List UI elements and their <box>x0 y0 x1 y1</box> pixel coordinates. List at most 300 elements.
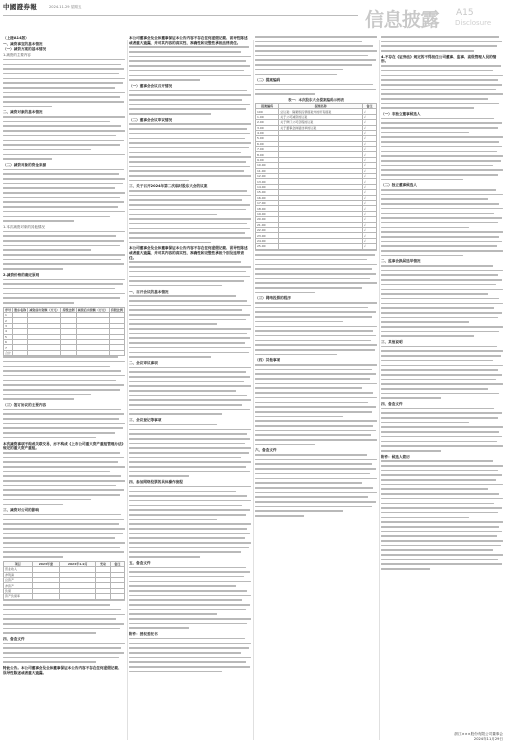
text-line <box>3 409 121 411</box>
issue-date: 2024.11.29 星期五 <box>49 5 82 9</box>
text-line <box>129 309 242 311</box>
text-line <box>381 160 501 162</box>
text-line <box>381 397 441 399</box>
text-line <box>3 101 124 103</box>
text-line <box>255 273 376 275</box>
text-line <box>381 360 493 362</box>
text-line <box>255 406 376 408</box>
text-line <box>129 491 236 493</box>
body-text <box>129 90 251 115</box>
text-line <box>129 337 250 339</box>
text-line <box>255 278 370 280</box>
text-line <box>255 316 372 318</box>
table-caption: 表一：本次股东大会提案编码示例表 <box>288 97 344 102</box>
text-line <box>255 64 372 66</box>
text-line <box>129 576 244 578</box>
section-heading: 二、会议审议事项 <box>129 360 158 365</box>
table-cell: √ <box>363 168 377 173</box>
text-line <box>381 203 499 205</box>
table-header-cell: 2024年1-9月 <box>60 561 96 566</box>
text-line <box>381 189 496 191</box>
text-line <box>255 250 377 252</box>
text-line <box>3 427 123 429</box>
table-cell: 关于董事会换届选举的议案 <box>279 125 363 130</box>
table-cell: 3.00 <box>256 125 279 130</box>
text-line <box>255 344 377 346</box>
emphasis-paragraph: 特此公告。本公司董事会及全体董事保证本公告内容不存在任何虚假记载、误导性陈述或者重大遗漏。 <box>3 666 122 675</box>
text-line <box>381 70 493 72</box>
table-cell <box>96 594 110 599</box>
text-line <box>3 235 116 237</box>
text-line <box>129 609 246 611</box>
text-line <box>129 276 250 278</box>
text-line <box>381 231 503 233</box>
text-line <box>381 335 474 337</box>
text-line <box>255 515 304 517</box>
column-divider <box>253 40 254 740</box>
text-line <box>3 556 63 558</box>
text-line <box>129 138 245 140</box>
text-line <box>129 666 250 668</box>
text-line <box>3 78 125 80</box>
signature-company: 浙江×××股份有限公司董事会 <box>454 732 503 736</box>
text-line <box>129 595 251 597</box>
text-line <box>381 36 499 38</box>
text-line <box>129 70 244 72</box>
text-line <box>3 173 119 175</box>
table-cell: √ <box>363 200 377 205</box>
table-cell: 16.00 <box>256 195 279 200</box>
text-line <box>129 228 250 230</box>
text-line <box>129 613 217 615</box>
text-line <box>3 283 123 285</box>
text-line <box>129 295 236 297</box>
text-line <box>129 156 251 158</box>
text-line <box>129 94 251 96</box>
text-line <box>381 417 498 419</box>
text-line <box>129 647 249 649</box>
table-cell: √ <box>363 179 377 184</box>
text-line <box>255 354 337 356</box>
text-line <box>381 517 469 519</box>
text-line <box>129 356 211 358</box>
text-line <box>3 68 124 70</box>
text-line <box>255 45 373 47</box>
text-line <box>255 416 343 418</box>
text-line <box>129 204 250 206</box>
text-line <box>381 208 503 210</box>
table-cell: 14.00 <box>256 184 279 189</box>
text-line <box>129 671 222 673</box>
body-text <box>381 36 503 52</box>
body-text <box>3 356 125 400</box>
text-line <box>3 604 110 606</box>
table-cell: 17.00 <box>256 200 279 205</box>
text-line <box>129 367 251 369</box>
section-heading: 四、参加网络投票的具体操作流程 <box>129 480 183 485</box>
text-line <box>3 499 91 501</box>
table-header-cell: 2023年度 <box>32 561 60 566</box>
text-line <box>381 321 469 323</box>
text-line <box>381 179 463 181</box>
text-line <box>129 424 217 426</box>
text-line <box>3 418 119 420</box>
text-line <box>381 365 503 367</box>
text-line <box>129 237 251 239</box>
text-line <box>381 255 463 257</box>
table-cell: √ <box>363 217 377 222</box>
text-line <box>3 528 125 530</box>
text-line <box>129 542 251 544</box>
text-line <box>3 216 110 218</box>
text-line <box>129 56 251 58</box>
text-line <box>255 478 377 480</box>
text-line <box>255 84 373 86</box>
text-line <box>255 93 315 95</box>
text-line <box>129 643 251 645</box>
table-cell <box>60 594 96 599</box>
text-line <box>129 556 200 558</box>
text-line <box>129 75 251 77</box>
text-line <box>129 280 244 282</box>
text-line <box>129 180 189 182</box>
text-line <box>381 554 503 556</box>
table-header-cell: 减资后出资额（万元） <box>77 307 108 312</box>
text-line <box>255 264 377 266</box>
text-line <box>129 429 251 431</box>
table-header-cell: 提案名称 <box>279 103 363 108</box>
text-line <box>129 261 241 263</box>
text-line <box>129 385 251 387</box>
text-line <box>3 494 120 496</box>
section-heading: 三、其他说明 <box>381 340 403 345</box>
text-line <box>255 268 372 270</box>
text-line <box>3 206 118 208</box>
table-cell: 19.00 <box>256 211 279 216</box>
body-text <box>3 169 125 222</box>
table-header-cell: 备注 <box>110 561 124 566</box>
text-line <box>129 438 250 440</box>
table-row <box>4 594 125 599</box>
text-line <box>3 130 125 132</box>
text-line <box>3 632 96 634</box>
text-line <box>3 537 115 539</box>
table-cell: 13.00 <box>256 179 279 184</box>
text-line <box>381 213 494 215</box>
table-cell: 15.00 <box>256 190 279 195</box>
text-line <box>129 567 246 569</box>
table-cell <box>28 350 61 355</box>
text-line <box>3 82 123 84</box>
text-line <box>3 457 124 459</box>
table-cell: √ <box>363 238 377 243</box>
text-line <box>255 373 376 375</box>
text-line <box>381 540 503 542</box>
text-line <box>381 436 502 438</box>
body-text <box>381 408 503 452</box>
text-line <box>129 352 249 354</box>
table-cell: √ <box>363 190 377 195</box>
text-line <box>381 484 503 486</box>
col1-body-a <box>3 36 125 304</box>
text-line <box>255 50 377 52</box>
text-line <box>129 371 246 373</box>
proposal-code-table <box>255 103 377 250</box>
text-line <box>3 523 119 525</box>
text-line <box>129 223 247 225</box>
table-cell: √ <box>363 163 377 168</box>
table-header-row <box>4 307 125 312</box>
text-line <box>3 293 125 295</box>
text-line <box>381 493 499 495</box>
column-4 <box>381 36 503 740</box>
text-line <box>129 60 246 62</box>
table-cell <box>109 350 124 355</box>
table-cell: √ <box>363 222 377 227</box>
text-line <box>129 457 241 459</box>
section-heading: 一、减资事宜的基本情况 <box>3 41 43 46</box>
text-line <box>255 468 376 470</box>
text-line <box>255 444 315 446</box>
section-heading: 三、关于召开2024年第二次临时股东大会的议案 <box>129 184 208 189</box>
table-cell: 1 <box>4 313 13 318</box>
text-line <box>129 537 245 539</box>
text-line <box>129 152 241 154</box>
section-heading: （二）减资对象的资金来源 <box>3 162 47 167</box>
text-line <box>3 452 120 454</box>
table-cell: 资产负债率 <box>4 594 33 599</box>
text-line <box>3 149 91 151</box>
table-cell: √ <box>363 184 377 189</box>
text-line <box>129 175 251 177</box>
text-line <box>3 609 121 611</box>
text-line <box>255 454 367 456</box>
body-text <box>255 36 377 75</box>
text-line <box>129 475 189 477</box>
text-line <box>255 307 368 309</box>
text-line <box>381 393 499 395</box>
text-line <box>381 526 499 528</box>
section-heading: 三、减资对公司的影响 <box>3 508 39 513</box>
text-line <box>381 165 493 167</box>
text-line <box>381 488 488 490</box>
text-line <box>381 422 469 424</box>
signature-block <box>381 732 503 742</box>
text-line <box>381 289 503 291</box>
table-cell: 合计 <box>5 350 12 355</box>
text-line <box>3 192 125 194</box>
col4-body <box>381 36 503 570</box>
table-header-cell: 备注 <box>363 103 377 108</box>
text-line <box>381 412 502 414</box>
table-cell: 100 <box>256 109 279 114</box>
text-line <box>381 75 503 77</box>
text-line <box>255 387 362 389</box>
text-line <box>129 108 246 110</box>
text-line <box>381 194 503 196</box>
table-cell: √ <box>363 233 377 238</box>
text-line <box>3 475 121 477</box>
table-cell: √ <box>363 152 377 157</box>
table-cell: √ <box>363 120 377 125</box>
text-line <box>3 302 74 304</box>
section-heading: （一）非独立董事候选人 <box>381 112 421 117</box>
text-line <box>129 638 245 640</box>
text-line <box>255 292 315 294</box>
text-line <box>129 79 200 81</box>
text-line <box>381 89 496 91</box>
text-line <box>381 50 474 52</box>
body-text <box>3 59 125 107</box>
text-line <box>3 394 91 396</box>
text-line <box>255 74 337 76</box>
text-line <box>129 209 246 211</box>
text-line <box>381 65 501 67</box>
text-line <box>129 528 247 530</box>
text-line <box>129 305 251 307</box>
text-line <box>255 463 372 465</box>
text-line <box>381 521 503 523</box>
section-heading: 2.减资价格的确定原则 <box>3 272 40 277</box>
text-line <box>129 218 251 220</box>
text-line <box>255 364 377 366</box>
text-line <box>255 411 372 413</box>
section-heading: （一）减资方案的基本情况 <box>3 47 47 52</box>
body-text <box>381 460 503 569</box>
body-text <box>255 302 377 355</box>
table-cell: 20.00 <box>256 217 279 222</box>
text-line <box>3 169 124 171</box>
text-line <box>3 514 121 516</box>
table-cell: 总议案：除累积投票提案外的所有提案 <box>279 109 363 114</box>
text-line <box>129 285 222 287</box>
text-line <box>381 549 493 551</box>
text-line <box>129 195 251 197</box>
body-text <box>381 265 503 337</box>
text-line <box>255 326 377 328</box>
text-line <box>129 581 251 583</box>
table-header-cell: 变动 <box>96 561 110 566</box>
emphasis-paragraph: 4.不存在《证券法》规定的不得担任公司董事、监事、高级管理人员的情形。 <box>381 54 497 64</box>
text-line <box>381 79 498 81</box>
text-line <box>3 423 125 425</box>
text-line <box>3 183 123 185</box>
text-line <box>3 380 116 382</box>
masthead: 中國證券報 <box>3 3 37 11</box>
text-line <box>381 122 502 124</box>
body-text <box>3 514 125 558</box>
text-line <box>129 147 249 149</box>
text-line <box>129 585 236 587</box>
table-cell: 9.00 <box>256 157 279 162</box>
section-heading: 四、备查文件 <box>381 402 403 407</box>
text-line <box>381 498 503 500</box>
table-header-cell: 提案编码 <box>256 103 279 108</box>
table-cell: 8.00 <box>256 152 279 157</box>
text-line <box>381 270 503 272</box>
emphasis-paragraph: 本公司董事会及全体董事保证本公告内容不存在任何虚假记载、误导性陈述或者重大遗漏，并对其内容的真实性、准确性和完整性承担法律责任。 <box>129 36 248 45</box>
table-cell: 营业收入 <box>4 567 33 572</box>
text-line <box>3 240 124 242</box>
text-line <box>3 201 124 203</box>
text-line <box>129 123 251 125</box>
text-line <box>381 274 498 276</box>
text-line <box>129 399 251 401</box>
col3-body-b <box>255 250 377 517</box>
text-line <box>129 65 250 67</box>
text-line <box>129 170 244 172</box>
table-cell <box>110 594 124 599</box>
text-line <box>3 366 110 368</box>
text-line <box>381 222 498 224</box>
text-line <box>381 331 499 333</box>
paragraph: 1.减资的主要内容 <box>3 53 31 58</box>
table-cell: 4 <box>4 329 13 334</box>
text-line <box>255 254 375 256</box>
text-line <box>255 36 377 38</box>
header-rule <box>3 15 358 16</box>
text-line <box>3 211 125 213</box>
text-line <box>129 599 242 601</box>
text-line <box>255 330 373 332</box>
column-1 <box>3 36 125 744</box>
text-line <box>3 471 110 473</box>
text-line <box>129 190 247 192</box>
text-line <box>255 473 370 475</box>
text-line <box>3 657 119 659</box>
text-line <box>129 447 251 449</box>
table-cell <box>61 350 76 355</box>
text-line <box>381 563 502 565</box>
text-line <box>381 141 499 143</box>
text-line <box>129 314 250 316</box>
table-cell: 关于修订公司章程的议案 <box>279 120 363 125</box>
text-line <box>129 466 246 468</box>
table-row <box>256 244 377 249</box>
text-line <box>381 198 488 200</box>
text-line <box>129 409 250 411</box>
text-line <box>129 199 242 201</box>
text-line <box>3 628 120 630</box>
text-line <box>381 227 469 229</box>
table-cell: 关于公司减资的议案 <box>279 114 363 119</box>
table-cell: 5 <box>4 334 13 339</box>
text-line <box>255 392 373 394</box>
col1-body-c <box>3 600 125 676</box>
text-line <box>381 250 503 252</box>
column-3 <box>255 36 377 744</box>
text-line <box>381 326 503 328</box>
text-line <box>3 398 74 400</box>
text-line <box>129 452 249 454</box>
table-header-cell: 减资前出资额（万元） <box>29 307 60 312</box>
section-heading: 一、召开会议的基本情况 <box>129 289 169 294</box>
body-text <box>129 295 251 358</box>
body-text <box>129 261 251 286</box>
text-line <box>3 288 115 290</box>
table-cell: 净资产 <box>4 583 33 588</box>
text-line <box>129 471 250 473</box>
text-line <box>3 154 125 156</box>
text-line <box>129 657 251 659</box>
text-line <box>255 369 372 371</box>
text-line <box>3 504 63 506</box>
signature-date: 2024年11月29日 <box>473 737 503 741</box>
section-heading: 附件：候选人简历 <box>381 454 410 459</box>
text-line <box>3 647 121 649</box>
section-heading: 二、监事会换届选举情况 <box>381 259 421 264</box>
text-line <box>129 500 251 502</box>
